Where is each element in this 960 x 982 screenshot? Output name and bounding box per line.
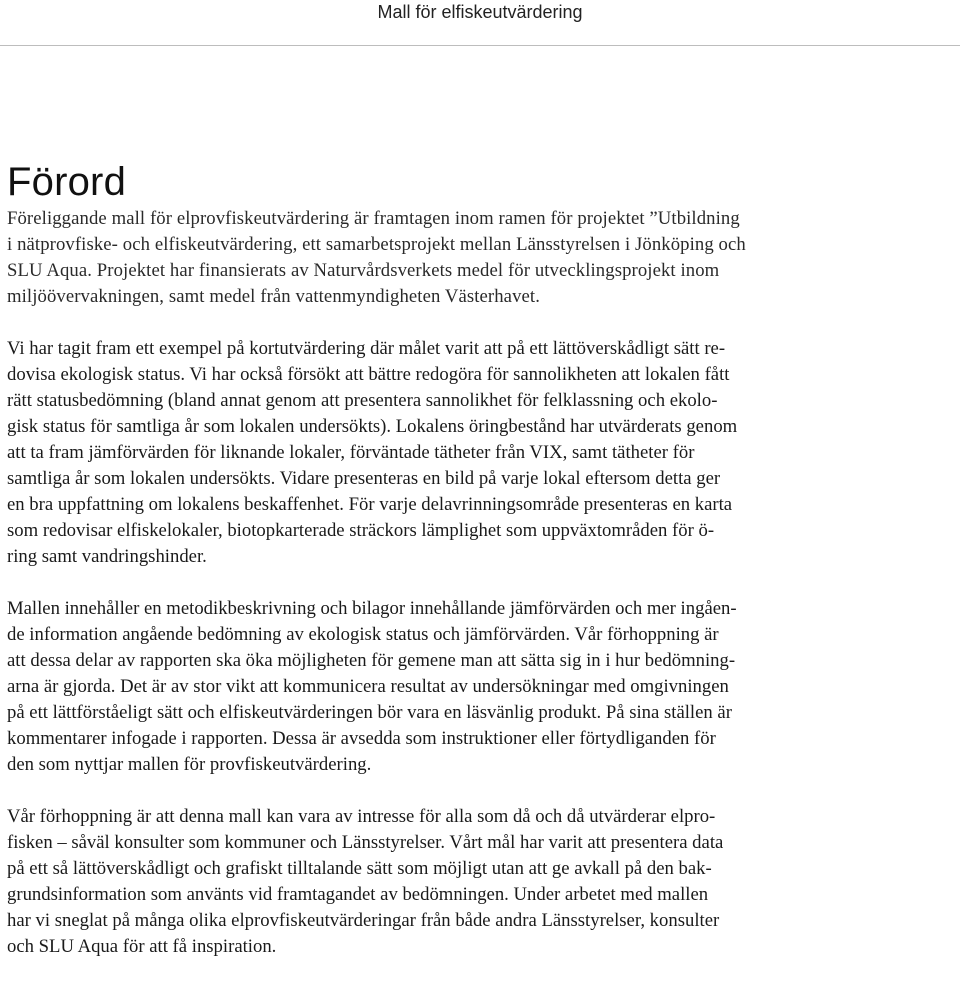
paragraph-line: kommentarer infogade i rapporten. Dessa är avsedda som instruktioner eller förtydliganden för — [7, 728, 716, 749]
paragraph-line: grundsinformation som använts vid framtagandet av bedömningen. Under arbetet med mallen — [7, 884, 709, 905]
paragraph-line: som redovisar elfiskelokaler, biotopkarterade sträckors lämplighet som uppväxtområden för ö- — [7, 520, 715, 541]
paragraph-line: arna är gjorda. Det är av stor vikt att kommunicera resultat av undersökningar med omgivningen — [7, 676, 729, 697]
paragraph-line: Vår förhoppning är att denna mall kan vara av intresse för alla som då och då utvärderar elpro- — [7, 806, 716, 827]
page-header — [0, 0, 960, 46]
paragraph-line: och SLU Aqua för att få inspiration. — [7, 936, 277, 957]
paragraph-line: miljöövervakningen, samt medel från vattenmyndigheten Västerhavet. — [7, 286, 540, 307]
paragraph-line: en bra uppfattning om lokalens beskaffenhet. För varje delavrinningsområde presenteras en karta — [7, 494, 733, 515]
paragraph-line: att ta fram jämförvärden för liknande lokaler, förväntade tätheter från VIX, samt tätheter för — [7, 442, 695, 463]
paragraph-line: Föreliggande mall för elprovfiskeutvärdering är framtagen inom ramen för projektet ”Utbildning — [7, 208, 740, 229]
document-body — [7, 158, 957, 960]
paragraph-line: på ett så lättöverskådligt och grafiskt tilltalande sätt som möjligt utan att ge avkall på den bak- — [7, 858, 712, 879]
paragraph-line: den som nyttjar mallen för provfiskeutvärdering. — [7, 754, 372, 775]
paragraph-line: har vi sneglat på många olika elprovfiskeutvärderingar från både andra Länsstyrelser, konsulter — [7, 910, 720, 931]
paragraph-gap — [7, 778, 957, 804]
paragraph-line: att dessa delar av rapporten ska öka möjligheten för gemene man att sätta sig in i hur bedömning- — [7, 650, 736, 671]
paragraph-line: Vi har tagit fram ett exempel på kortutvärdering där målet varit att på ett lättöverskådligt sätt re- — [7, 338, 726, 359]
paragraph-line: dovisa ekologisk status. Vi har också försökt att bättre redogöra för sannolikheten att lokalen fått — [7, 364, 730, 385]
paragraph-gap — [7, 570, 957, 596]
paragraph-line: rätt statusbedömning (bland annat genom att presentera sannolikhet för felklassning och ekolo- — [7, 390, 718, 411]
paragraph-line: SLU Aqua. Projektet har finansierats av Naturvårdsverkets medel för utvecklingsprojekt inom — [7, 260, 720, 281]
paragraph-gap — [7, 310, 957, 336]
paragraph-line: de information angående bedömning av ekologisk status och jämförvärden. Vår förhoppning är — [7, 624, 719, 645]
paragraph-line: ring samt vandringshinder. — [7, 546, 207, 567]
paragraph-line: Mallen innehåller en metodikbeskrivning och bilagor innehållande jämförvärden och mer ingåen- — [7, 598, 737, 619]
paragraph-line: fisken – såväl konsulter som kommuner och Länsstyrelser. Vårt mål har varit att presentera data — [7, 832, 724, 853]
paragraph-line: gisk status för samtliga år som lokalen undersökts). Lokalens öringbestånd har utvärderats genom — [7, 416, 738, 437]
paragraph-line: på ett lättförståeligt sätt och elfiskeutvärderingen bör vara en läsvänlig produkt. På sina ställen är — [7, 702, 732, 723]
header-title: Mall för elfiskeutvärdering — [377, 2, 583, 22]
paragraphs — [7, 206, 957, 960]
paragraph — [7, 804, 957, 960]
paragraph — [7, 206, 957, 310]
paragraph-line: i nätprovfiske- och elfiskeutvärdering, ett samarbetsprojekt mellan Länsstyrelsen i Jönköping och — [7, 234, 746, 255]
paragraph — [7, 336, 957, 570]
section-heading: Förord — [7, 160, 127, 204]
paragraph — [7, 596, 957, 778]
paragraph-line: samtliga år som lokalen undersökts. Vidare presenteras en bild på varje lokal eftersom detta ger — [7, 468, 721, 489]
